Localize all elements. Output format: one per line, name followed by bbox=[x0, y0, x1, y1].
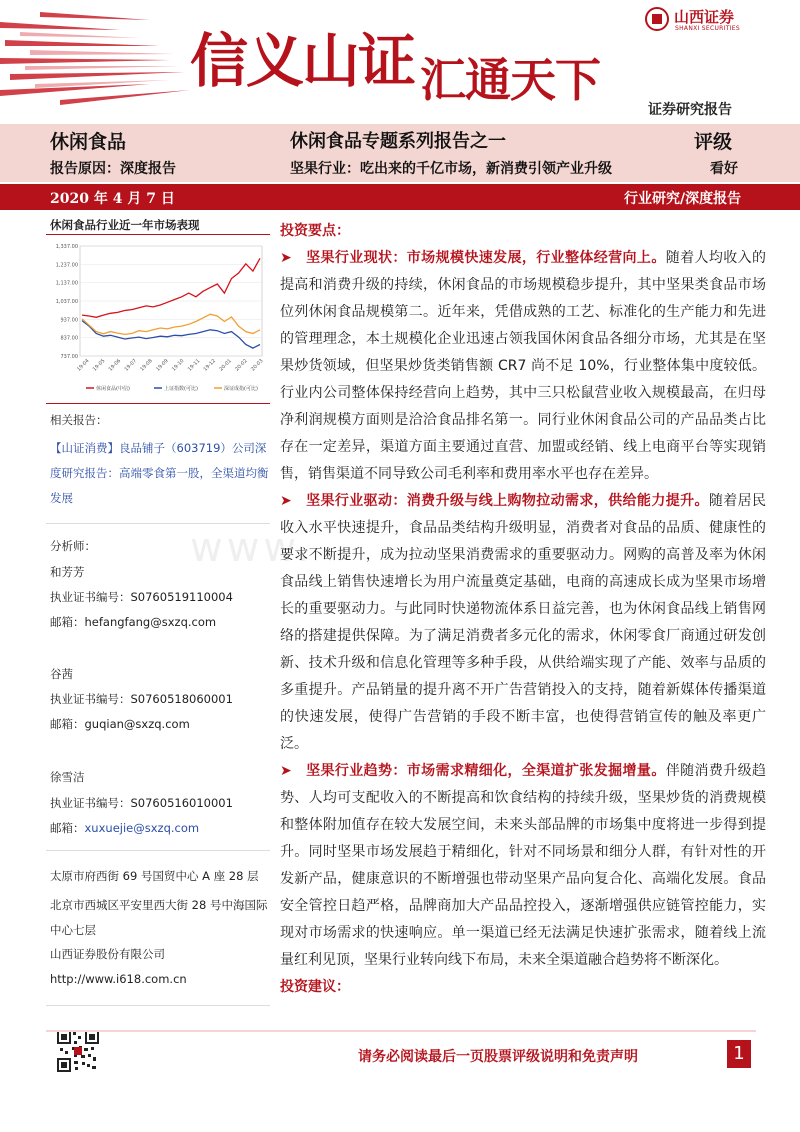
red-streaks-decoration bbox=[0, 0, 220, 110]
key-point-title: 坚果行业现状：市场规模快速发展，行业整体经营向上。 bbox=[305, 250, 666, 266]
divider bbox=[46, 850, 270, 851]
x-tick-label: 19-10 bbox=[170, 358, 186, 373]
logo-english-name: SHANXI SECURITIES bbox=[675, 25, 740, 32]
arrow-icon: ➤ bbox=[280, 493, 292, 509]
analyst-label: 分析师： bbox=[50, 539, 96, 553]
x-tick-label: 19-12 bbox=[202, 358, 218, 373]
x-tick-label: 20-01 bbox=[218, 358, 233, 373]
key-point-1 bbox=[280, 245, 766, 488]
x-tick-label: 20-02 bbox=[234, 358, 249, 373]
analyst-email-row bbox=[50, 614, 216, 630]
x-tick-label: 19-07 bbox=[123, 358, 139, 373]
key-point-text: 随着居民收入水平快速提升，食品品类结构升级明显，消费者对食品的品质、健康性的要求不断提升，成为拉动坚果消费需求的重要驱动力。网购的高普及率为休闲食品线上销售快速增长为用户流量奠定基础，电商的高速成长成为坚果市场增长的重要驱动力。与此同时快递物流体系日益完善，也为休闲食品线上销售网络的搭建提供保障。为了满足消费者多元化的需求，休闲零食厂商通过研发创新、技术升级和信息化管理等多种手段，从供给端实现了产能、效率与品质的多重提升。产品销量的提升离不开广告营销投入的支持，随着新媒体传播渠道的快速发展，使得广告营销的手段不断丰富，也使得营销宣传的触及率更广泛。 bbox=[280, 493, 767, 752]
series-line bbox=[82, 258, 260, 317]
analyst-cert: 执业证书编号：S0760518060001 bbox=[50, 692, 233, 706]
y-tick-label: 937.00 bbox=[60, 317, 78, 324]
x-axis-ticks bbox=[76, 358, 265, 373]
report-reason: 报告原因：深度报告 bbox=[50, 161, 176, 177]
market-performance-chart bbox=[46, 238, 270, 398]
x-tick-label: 19-05 bbox=[91, 358, 107, 373]
analyst-email[interactable]: guqian@sxzq.com bbox=[84, 717, 190, 731]
report-subtitle: 坚果行业：吃出来的千亿市场，新消费引领产业升级 bbox=[290, 161, 612, 177]
title-band bbox=[0, 124, 800, 182]
analyst-email-row bbox=[50, 820, 199, 836]
slogan-part2: 汇通天下 bbox=[420, 53, 600, 107]
analyst-name: 徐雪洁 bbox=[50, 770, 85, 784]
y-axis-ticks bbox=[56, 244, 262, 360]
address-beijing: 北京市西城区平安里西大街 28 号中海国际中心七层 bbox=[50, 898, 268, 937]
divider bbox=[46, 523, 270, 524]
key-point-title: 坚果行业趋势：市场需求精细化，全渠道扩张发掘增量。 bbox=[305, 763, 666, 779]
report-date: 2020 年 4 月 7 日 bbox=[50, 191, 175, 207]
chart-title: 休闲食品行业近一年市场表现 bbox=[50, 218, 200, 232]
report-category: 行业研究/深度报告 bbox=[624, 191, 742, 207]
industry-name: 休闲食品 bbox=[50, 131, 127, 153]
related-report-link[interactable]: 【山证消费】良品铺子（603719）公司深度研究报告：高端零食第一股，全渠道均衡发展 bbox=[50, 441, 269, 505]
divider bbox=[46, 234, 270, 235]
analyst-name: 谷茜 bbox=[50, 667, 73, 681]
rating-label: 评级 bbox=[694, 131, 733, 153]
address-taiyuan: 太原市府西街 69 号国贸中心 A 座 28 层 bbox=[50, 869, 259, 883]
section-heading-key-points: 投资要点： bbox=[280, 223, 350, 239]
qr-code-icon bbox=[57, 1030, 99, 1072]
date-band bbox=[0, 184, 800, 210]
x-tick-label: 19-09 bbox=[155, 358, 170, 373]
disclaimer-notice: 请务必阅读最后一页股票评级说明和免责声明 bbox=[358, 1049, 638, 1065]
slogan-part1: 信义山证 bbox=[190, 27, 415, 95]
series-title: 休闲食品专题系列报告之一 bbox=[290, 131, 506, 152]
y-tick-label: 1,237.00 bbox=[55, 262, 78, 269]
legend-label: 深证成指(可比) bbox=[224, 386, 258, 392]
key-point-text: 伴随消费升级趋势、人均可支配收入的不断提高和饮食结构的持续升级，坚果炒货的消费规模和整体附加值存在较大发展空间，未来头部品牌的市场集中度将进一步得到提升。同时坚果市场发展趋于精细化，针对不同场景和细分人群，有针对性的开发新产品，健康意识的不断增强也带动坚果产品向复合化、高端化发展。食品安全管控日趋严格，品牌商加大产品品控投入，逐渐增强供应链管控能力，实现对市场需求的快速响应。单一渠道已经无法满足快速扩张需求，随着线上流量红利见顶，坚果行业转向线下布局，未来全渠道融合趋势将不断深化。 bbox=[280, 763, 767, 968]
email-label: 邮箱： bbox=[50, 821, 85, 835]
analyst-cert: 执业证书编号：S0760519110004 bbox=[50, 590, 233, 604]
report-type: 证券研究报告 bbox=[648, 102, 732, 118]
divider bbox=[46, 1005, 270, 1006]
company-website[interactable]: http://www.i618.com.cn bbox=[50, 972, 187, 986]
x-tick-label: 19-08 bbox=[139, 358, 154, 373]
y-tick-label: 1,037.00 bbox=[55, 299, 78, 305]
email-label: 邮箱： bbox=[50, 615, 85, 629]
series-line bbox=[82, 321, 260, 349]
related-reports-label: 相关报告： bbox=[50, 413, 108, 427]
analyst-email[interactable]: xuxuejie@sxzq.com bbox=[84, 821, 200, 835]
series-lines bbox=[82, 258, 260, 348]
key-point-2 bbox=[280, 488, 766, 758]
x-tick-label: 19-11 bbox=[186, 358, 202, 373]
main-content bbox=[280, 218, 766, 1001]
chart-legend bbox=[86, 385, 258, 392]
watermark: www. bbox=[190, 525, 314, 571]
analyst-cert: 执业证书编号：S0760516010001 bbox=[50, 796, 233, 810]
key-point-title: 坚果行业驱动：消费升级与线上购物拉动需求，供给能力提升。 bbox=[305, 493, 709, 509]
analyst-email-row bbox=[50, 716, 190, 732]
legend-label: 上证指数(可比) bbox=[164, 386, 198, 392]
y-tick-label: 1,137.00 bbox=[55, 280, 78, 287]
series-line bbox=[82, 314, 260, 334]
logo-chinese-name: 山西证券 bbox=[674, 8, 735, 26]
company-name: 山西证券股份有限公司 bbox=[50, 947, 165, 961]
x-tick-label: 19-04 bbox=[76, 358, 91, 373]
y-tick-label: 1,337.00 bbox=[55, 244, 78, 250]
rating-value: 看好 bbox=[710, 161, 738, 177]
divider bbox=[46, 403, 270, 404]
legend-label: 休闲食品(中信) bbox=[96, 386, 130, 392]
analyst-name: 和芳芳 bbox=[50, 565, 85, 579]
arrow-icon: ➤ bbox=[280, 763, 292, 779]
x-tick-label: 19-06 bbox=[107, 358, 123, 373]
email-label: 邮箱： bbox=[50, 717, 85, 731]
x-tick-label: 20-03 bbox=[250, 358, 265, 373]
section-heading-suggestion: 投资建议： bbox=[280, 979, 350, 995]
footer-divider bbox=[46, 1030, 756, 1032]
header-banner bbox=[0, 0, 800, 125]
y-tick-label: 737.00 bbox=[60, 354, 78, 360]
page-number: 1 bbox=[727, 1040, 751, 1068]
key-point-3 bbox=[280, 758, 766, 974]
y-tick-label: 837.00 bbox=[60, 335, 78, 342]
company-logo-icon bbox=[644, 6, 670, 32]
key-point-text: 随着人均收入的提高和消费升级的持续，休闲食品的市场规模稳步提升，其中坚果类食品市场位列休闲食品规模第二。近年来，凭借成熟的工艺、标准化的生产能力和先进的管理理念，本土规模化企业迅速占领我国休闲食品各细分市场，尤其是在坚果炒货领域，但坚果炒货类销售额 CR7 尚不足 10%，行业整体集中度较低。行业内公司整体保持经营向上趋势，其中三只松鼠营业收入规模最高，在归母净利润规模方面则是洽洽食品排名第一。同行业休闲食品公司的产品品类占比存在一定差异，渠道方面主要通过直营、加盟或经销、线上电商平台等实现销售，销售渠道不同导致公司毛利率和费用率水平也存在差异。 bbox=[280, 250, 767, 482]
analyst-email[interactable]: hefangfang@sxzq.com bbox=[84, 615, 217, 629]
arrow-icon: ➤ bbox=[280, 250, 292, 266]
